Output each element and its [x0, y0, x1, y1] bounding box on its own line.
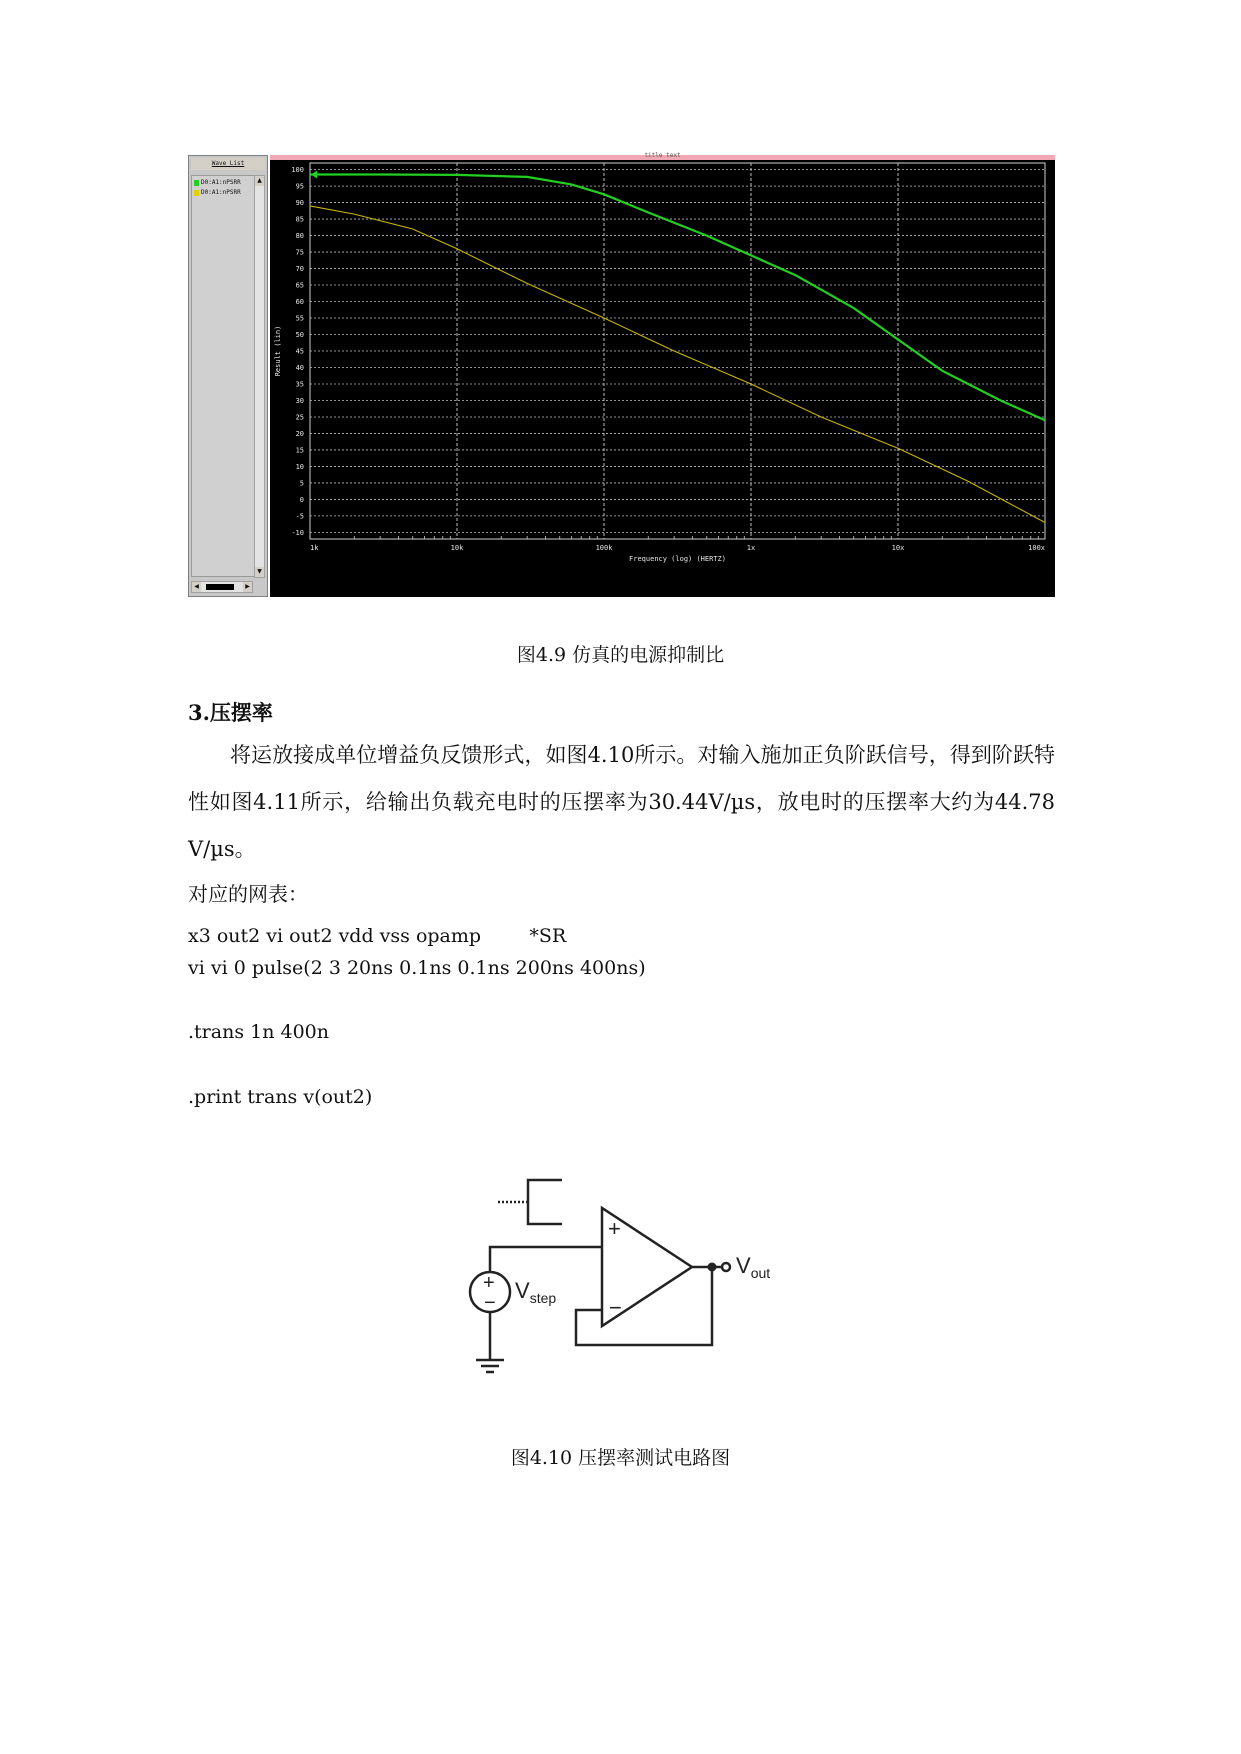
- y-tick-label: 90: [295, 199, 304, 208]
- y-tick-label: 10: [295, 462, 304, 471]
- green-swatch-icon: [194, 180, 199, 186]
- wave-list-title: Wave List: [191, 158, 265, 170]
- plus-input-label: +: [608, 1216, 621, 1241]
- y-tick-label: 40: [295, 363, 304, 372]
- x-tick-label: 100x: [1028, 544, 1045, 552]
- scroll-thumb[interactable]: [206, 584, 234, 590]
- netlist-label: 对应的网表：: [188, 882, 308, 906]
- y-tick-label: 65: [295, 281, 304, 290]
- x-tick-label: 1x: [746, 544, 756, 552]
- y-tick-label: 85: [295, 215, 304, 224]
- psrr-chart: [270, 155, 1055, 597]
- cursor-marker-icon: [311, 171, 317, 179]
- netlist-line: .trans 1n 400n: [188, 1021, 329, 1043]
- y-tick-label: 50: [295, 331, 304, 340]
- y-tick-label: -5: [295, 512, 304, 521]
- y-tick-label: -10: [291, 528, 304, 537]
- waveform-viewer: [188, 152, 1055, 597]
- x-axis-label: Frequency (log) (HERTZ): [629, 555, 726, 563]
- y-tick-label: 70: [295, 265, 304, 274]
- scroll-up-icon[interactable]: ▲: [255, 176, 264, 186]
- y-tick-label: 80: [295, 232, 304, 241]
- y-tick-label: 25: [295, 413, 304, 422]
- wave-list-panel: [188, 155, 268, 597]
- wave-list-box: [191, 175, 255, 577]
- scroll-left-icon[interactable]: ◀: [192, 582, 201, 592]
- wave-entry-label: D0:A1:nPSRR: [201, 179, 241, 186]
- minus-input-label: −: [609, 1295, 622, 1320]
- netlist-line: vi vi 0 pulse(2 3 20ns 0.1ns 0.1ns 200ns 400ns): [188, 957, 646, 979]
- x-tick-label: 1k: [310, 544, 319, 552]
- input-wire: [490, 1247, 602, 1272]
- vertical-scrollbar[interactable]: [254, 175, 265, 578]
- y-tick-label: 55: [295, 314, 304, 323]
- vout-label: $V_{out}$: [736, 1253, 771, 1281]
- y-tick-label: 0: [299, 495, 304, 504]
- y-axis-label: Result (lin): [274, 325, 282, 377]
- y-tick-label: 15: [295, 446, 304, 455]
- y-tick-label: 35: [295, 380, 304, 389]
- section-heading: 3.压摆率: [188, 700, 273, 725]
- vstep-label: $V_{step}$: [515, 1278, 557, 1306]
- body-paragraph: 将运放接成单位增益负反馈形式，如图4.10所示。对输入施加正负阶跃信号，得到阶跃特性如图4.11所示，给输出负载充电时的压摆率为30.44V/µs，放电时的压摆率大约为44.78 V/µs。: [188, 743, 1055, 861]
- scroll-down-icon[interactable]: ▼: [255, 567, 264, 577]
- wave-entry-green[interactable]: [194, 178, 252, 187]
- netlist-line: x3 out2 vi out2 vdd vss opamp *SR: [188, 925, 567, 947]
- y-tick-label: 45: [295, 347, 304, 356]
- step-waveform-icon: [498, 1180, 562, 1224]
- figure-caption-4-9: 图4.9 仿真的电源抑制比: [516, 644, 725, 666]
- y-tick-label: 20: [295, 429, 304, 438]
- plot-window: [270, 152, 1055, 597]
- wave-entry-label: D0:A1:nPSRR: [201, 189, 241, 196]
- junction-dot: [708, 1263, 717, 1272]
- source-minus-label: −: [484, 1292, 496, 1314]
- y-tick-label: 5: [299, 479, 304, 488]
- wave-entry-yellow[interactable]: [194, 188, 252, 197]
- output-terminal: [722, 1263, 730, 1271]
- slew-rate-test-circuit: [460, 1160, 800, 1380]
- series-line-green: [310, 175, 1045, 421]
- y-tick-label: 100: [291, 166, 304, 175]
- feedback-wire: [576, 1267, 712, 1345]
- plot-title: title text: [644, 152, 681, 159]
- netlist-line: .print trans v(out2): [188, 1086, 373, 1108]
- y-tick-label: 60: [295, 298, 304, 307]
- yellow-swatch-icon: [194, 190, 199, 196]
- horizontal-scrollbar[interactable]: [191, 581, 253, 593]
- y-tick-label: 30: [295, 396, 304, 405]
- y-tick-label: 95: [295, 182, 304, 191]
- x-tick-label: 10k: [450, 544, 464, 552]
- source-plus-label: +: [483, 1272, 495, 1294]
- y-tick-label: 75: [295, 248, 304, 257]
- scroll-right-icon[interactable]: ▶: [243, 582, 252, 592]
- ground-icon: [476, 1360, 504, 1372]
- figure-caption-4-10: 图4.10 压摆率测试电路图: [510, 1447, 731, 1469]
- x-tick-label: 100k: [595, 544, 613, 552]
- x-tick-label: 10x: [891, 544, 905, 552]
